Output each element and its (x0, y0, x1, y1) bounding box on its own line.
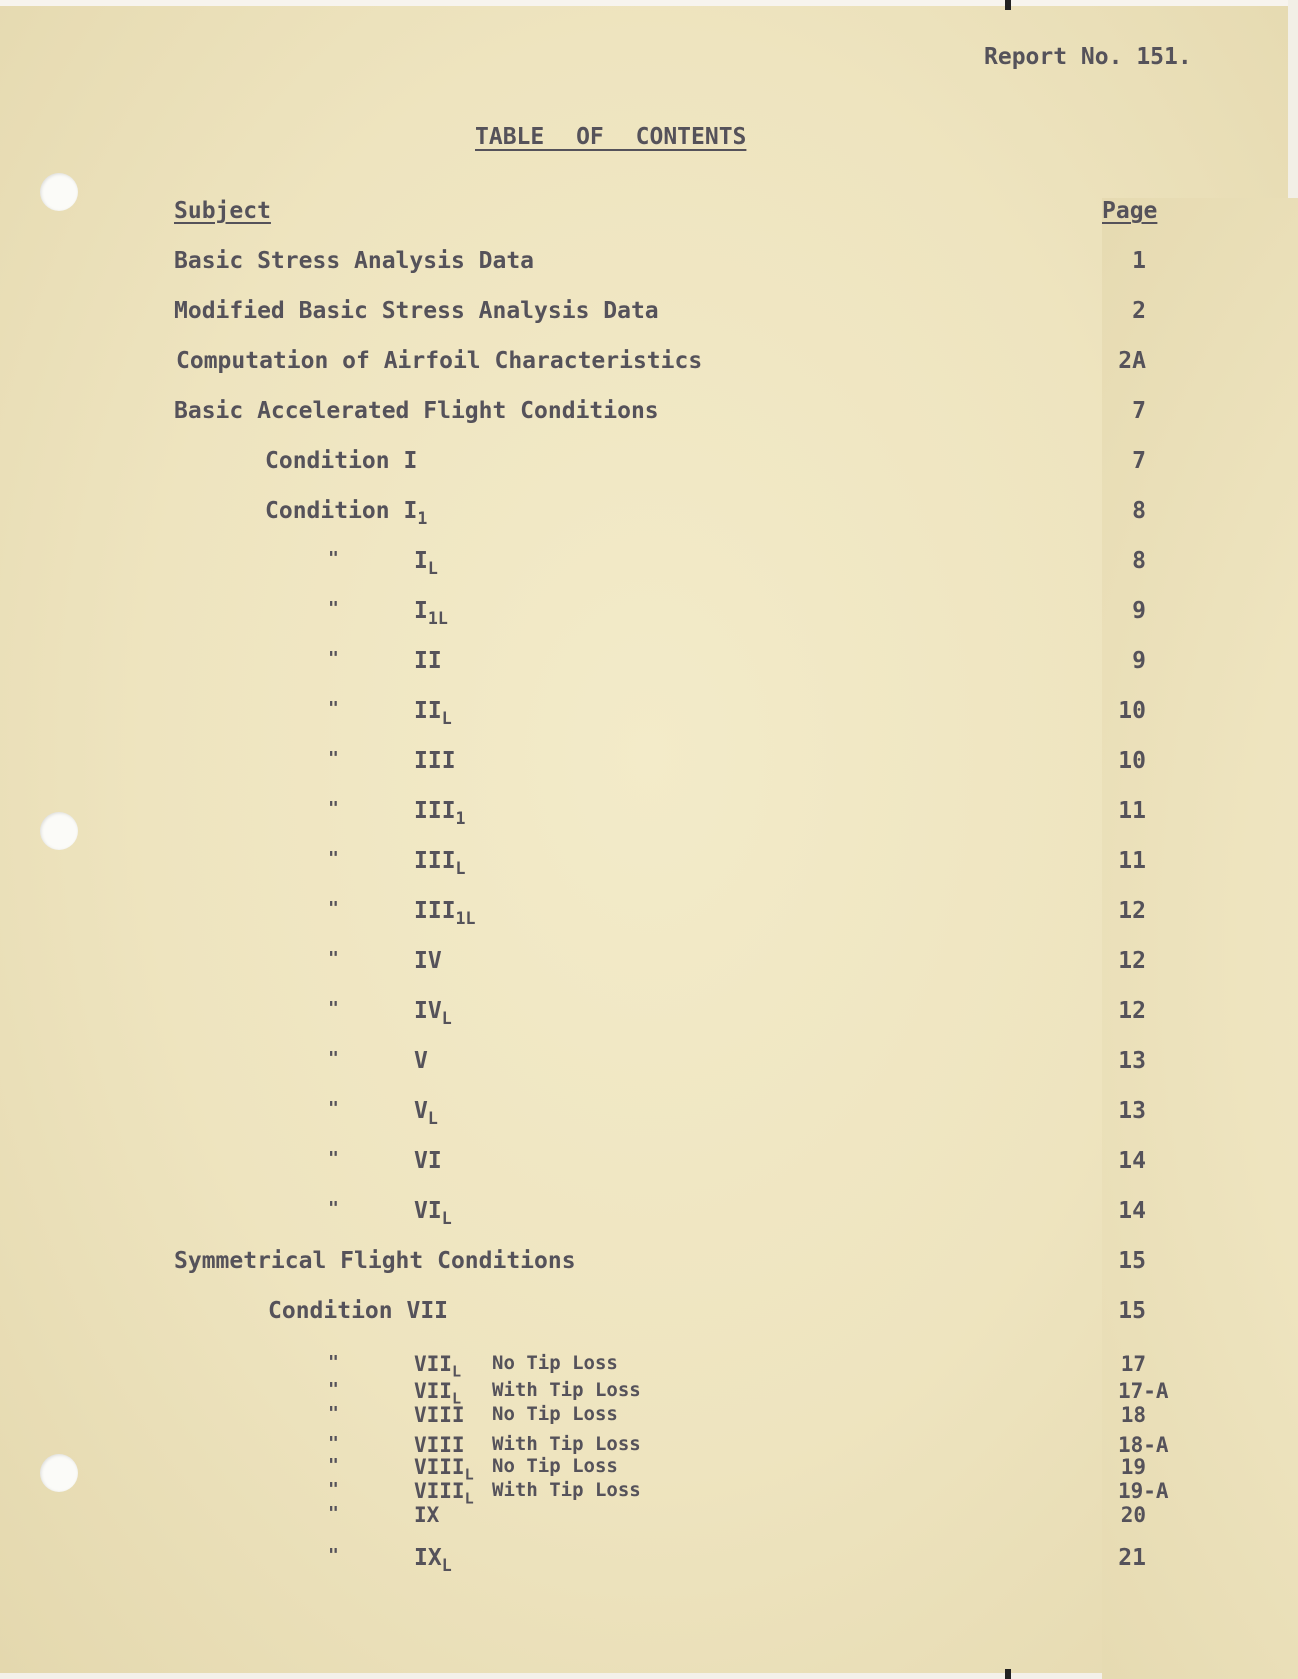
toc-entry-page: 13 (1118, 1048, 1146, 1074)
toc-entry-note: No Tip Loss (492, 1455, 618, 1477)
subscript: L (427, 558, 438, 578)
toc-entry-page: 12 (1118, 898, 1146, 924)
toc-entry-page: 8 (1132, 498, 1146, 524)
ditto-mark: " (328, 848, 339, 869)
toc-entry (0, 1503, 1298, 1533)
toc-entry-page: 11 (1118, 848, 1146, 874)
ditto-mark: " (328, 748, 339, 769)
toc-entry-condition: $IX_L$ (414, 1545, 452, 1575)
toc-entry (0, 1198, 1298, 1228)
toc-entry-condition: IV (414, 948, 442, 974)
toc-entry-condition: $VIII_L$ (414, 1479, 474, 1508)
toc-entry-note: No Tip Loss (492, 1352, 618, 1374)
ditto-mark: " (328, 1479, 339, 1500)
ditto-mark: " (328, 1379, 339, 1400)
toc-entry (0, 648, 1298, 678)
toc-entry-condition: $V_L$ (414, 1098, 438, 1128)
toc-entry (0, 1048, 1298, 1078)
subscript: L (464, 1489, 474, 1508)
toc-entry-note: With Tip Loss (492, 1479, 641, 1501)
toc-entry-page: 10 (1118, 748, 1146, 774)
scan-mark-top (1005, 0, 1011, 10)
toc-entry-condition: $III_{1L}$ (414, 898, 476, 928)
toc-entry-page: 15 (1118, 1248, 1146, 1274)
ditto-mark: " (328, 1433, 339, 1454)
scan-edge-top (0, 0, 1298, 6)
toc-entry (0, 298, 1298, 328)
toc-entry-note: With Tip Loss (492, 1379, 641, 1401)
toc-entry-condition: II (414, 648, 442, 674)
subscript: L (451, 1362, 462, 1381)
ditto-mark: " (328, 1352, 339, 1373)
toc-entry-page: 11 (1118, 798, 1146, 824)
toc-entry-condition: $I_{1L}$ (414, 598, 448, 628)
toc-entry-subject: Condition $I_1$ (265, 498, 428, 528)
toc-entry-page: 17-A (1118, 1379, 1169, 1403)
subscript: L (451, 1389, 462, 1408)
ditto-mark: " (328, 1048, 339, 1069)
toc-entry-condition: IX (414, 1503, 440, 1527)
toc-entry (0, 598, 1298, 628)
toc-entry (0, 898, 1298, 928)
toc-entry (0, 848, 1298, 878)
toc-entry-page: 13 (1118, 1098, 1146, 1124)
ditto-mark: " (328, 1198, 339, 1219)
column-header-page: Page (1102, 198, 1298, 1679)
toc-entry-condition: $VIII_L$ (414, 1455, 474, 1484)
ditto-mark: " (328, 1403, 339, 1424)
toc-entry-page: 8 (1132, 548, 1146, 574)
report-number: Report No. 151. (984, 44, 1192, 70)
subscript: L (441, 1008, 452, 1028)
toc-entry (0, 1298, 1298, 1328)
toc-entry-condition: $II_L$ (414, 698, 452, 728)
subscript: L (464, 1465, 474, 1484)
ditto-mark: " (328, 998, 339, 1019)
column-header-subject: Subject (174, 198, 271, 224)
toc-entry-page: 19 (1120, 1455, 1146, 1479)
toc-entry-condition: VIII (414, 1433, 465, 1457)
scan-mark-bottom (1005, 1669, 1011, 1679)
toc-entry-subject: Basic Stress Analysis Data (174, 248, 535, 274)
toc-entry (0, 248, 1298, 278)
subscript: L (427, 1108, 438, 1128)
toc-entry-page: 14 (1118, 1148, 1146, 1174)
ditto-mark: " (328, 898, 339, 919)
subscript: 1 (455, 808, 466, 828)
toc-entry-condition: $I_L$ (414, 548, 438, 578)
toc-entry-condition: VIII (414, 1403, 465, 1427)
toc-entry (0, 1545, 1298, 1575)
toc-entry-page: 15 (1118, 1298, 1146, 1324)
subscript: L (441, 708, 452, 728)
toc-entry-page: 18-A (1118, 1433, 1169, 1457)
ditto-mark: " (328, 1098, 339, 1119)
toc-entry (0, 748, 1298, 778)
toc-entry-page: 9 (1132, 648, 1146, 674)
toc-entry (0, 548, 1298, 578)
toc-entry-page: 9 (1132, 598, 1146, 624)
toc-entry-note: With Tip Loss (492, 1433, 641, 1455)
toc-entry-page: 10 (1118, 698, 1146, 724)
toc-entry-page: 2 (1132, 298, 1146, 324)
toc-entry-page: 12 (1118, 998, 1146, 1024)
toc-entry-page: 14 (1118, 1198, 1146, 1224)
toc-entry-subject: Condition I (265, 448, 418, 474)
subscript: 1L (427, 608, 448, 628)
toc-entry (0, 1248, 1298, 1278)
toc-entry-condition: $III_1$ (414, 798, 466, 828)
toc-entry-page: 2A (1118, 348, 1146, 374)
subscript: 1L (455, 908, 476, 928)
toc-entry-condition: V (414, 1048, 428, 1074)
ditto-mark: " (328, 698, 339, 719)
toc-entry-page: 20 (1120, 1503, 1146, 1527)
toc-entry (0, 998, 1298, 1028)
toc-entry-page: 19-A (1118, 1479, 1169, 1503)
subscript: L (455, 858, 466, 878)
toc-entry (0, 1403, 1298, 1433)
toc-entry (0, 698, 1298, 728)
toc-entry-condition: $VI_L$ (414, 1198, 452, 1228)
toc-entry-subject: Condition VII (268, 1298, 449, 1324)
toc-entry-condition: $VII_L$ (414, 1352, 462, 1381)
toc-entry-subject: Basic Accelerated Flight Conditions (174, 398, 659, 424)
toc-entry-condition: $IV_L$ (414, 998, 452, 1028)
toc-entry-subject: Modified Basic Stress Analysis Data (174, 298, 659, 324)
toc-entry (0, 398, 1298, 428)
ditto-mark: " (328, 1545, 339, 1566)
toc-entry-page: 18 (1120, 1403, 1146, 1427)
ditto-mark: " (328, 648, 339, 669)
ditto-mark: " (328, 1503, 339, 1524)
toc-entry-page: 12 (1118, 948, 1146, 974)
subscript: L (441, 1555, 452, 1575)
toc-entry-subject: Computation of Airfoil Characteristics (176, 348, 703, 374)
toc-entry-page: 7 (1132, 448, 1146, 474)
toc-entry-condition: III (414, 748, 456, 774)
toc-entry (0, 1352, 1298, 1382)
page-title: TABLE OF CONTENTS (475, 124, 747, 150)
toc-entry-subject: Symmetrical Flight Conditions (174, 1248, 576, 1274)
toc-entry-page: 21 (1118, 1545, 1146, 1571)
toc-entry-condition: $III_L$ (414, 848, 466, 878)
toc-entry-page: 1 (1132, 248, 1146, 274)
subscript: 1 (417, 508, 428, 528)
punch-hole-top (40, 173, 78, 211)
toc-entry (0, 348, 1298, 378)
toc-entry-condition: $VII_L$ (414, 1379, 462, 1408)
toc-entry (0, 448, 1298, 478)
toc-entry (0, 498, 1298, 528)
ditto-mark: " (328, 598, 339, 619)
toc-entry-note: No Tip Loss (492, 1403, 618, 1425)
toc-entry-condition: VI (414, 1148, 442, 1174)
ditto-mark: " (328, 1148, 339, 1169)
subscript: L (441, 1208, 452, 1228)
toc-entry (0, 948, 1298, 978)
ditto-mark: " (328, 1455, 339, 1476)
ditto-mark: " (328, 548, 339, 569)
toc-entry (0, 1148, 1298, 1178)
toc-entry-page: 7 (1132, 398, 1146, 424)
toc-entry (0, 1098, 1298, 1128)
toc-entry-page: 17 (1120, 1352, 1146, 1376)
toc-entry (0, 798, 1298, 828)
ditto-mark: " (328, 798, 339, 819)
ditto-mark: " (328, 948, 339, 969)
